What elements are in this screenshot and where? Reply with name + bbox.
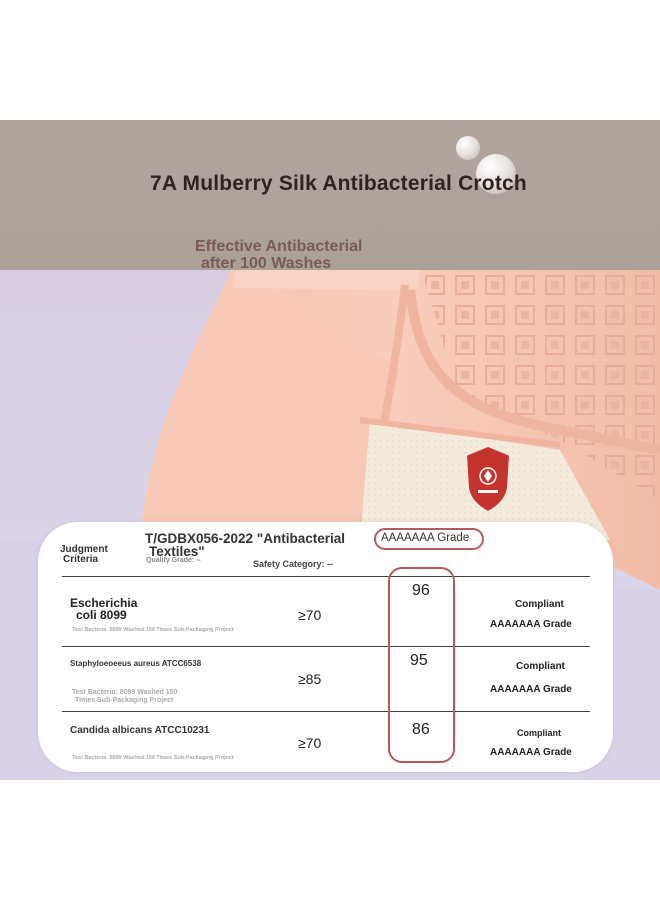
row-threshold: ≥85 (298, 671, 322, 687)
product-photo (0, 120, 660, 780)
quality-grade: Quality Grade: -- (146, 557, 201, 564)
row-subtext: Test Bacteria: 8099 Washed 150 Times Sub-Packaging Project (72, 627, 234, 633)
row-threshold: ≥70 (298, 607, 322, 623)
values-highlight-oval (388, 567, 455, 763)
grade-highlight: AAAAAAA Grade (381, 532, 470, 544)
row-subtext: Test Bacteria: 8099 Washed 150 Times Sub-Packaging Project (72, 689, 178, 704)
subheadline: Effective Antibacterial after 100 Washes (195, 238, 363, 272)
row-status: Compliant (515, 599, 564, 610)
row-value: 96 (412, 582, 430, 599)
row-grade: AAAAAAA Grade (490, 747, 572, 758)
table-row-name: Candida albicans ATCC10231 (70, 725, 210, 736)
row-grade: AAAAAAA Grade (490, 684, 572, 695)
safety-category: Safety Category: -- (253, 559, 334, 569)
row-status: Compliant (517, 728, 561, 738)
grade-highlight-oval (374, 528, 484, 550)
row-value: 86 (412, 721, 430, 738)
row-threshold: ≥70 (298, 735, 322, 751)
divider (62, 711, 590, 712)
headline: 7A Mulberry Silk Antibacterial Crotch (150, 172, 527, 195)
row-value: 95 (410, 652, 428, 669)
row-status: Compliant (516, 661, 565, 672)
table-row-name: Staphyloeoeeus aureus ATCC6538 (70, 659, 202, 668)
standard-title: T/GDBX056-2022 "Antibacterial Textiles" (145, 531, 345, 559)
table-row-name: Escherichia coli 8099 (70, 596, 138, 622)
row-grade: AAAAAAA Grade (490, 619, 572, 630)
row-subtext: Test Bacteria: 8099 Washed 150 Times Sub-Packaging Project (72, 755, 234, 761)
criteria-label: Judgment Criteria (60, 544, 108, 565)
divider (62, 576, 590, 577)
decorative-bubble (456, 136, 480, 160)
divider (62, 646, 590, 647)
